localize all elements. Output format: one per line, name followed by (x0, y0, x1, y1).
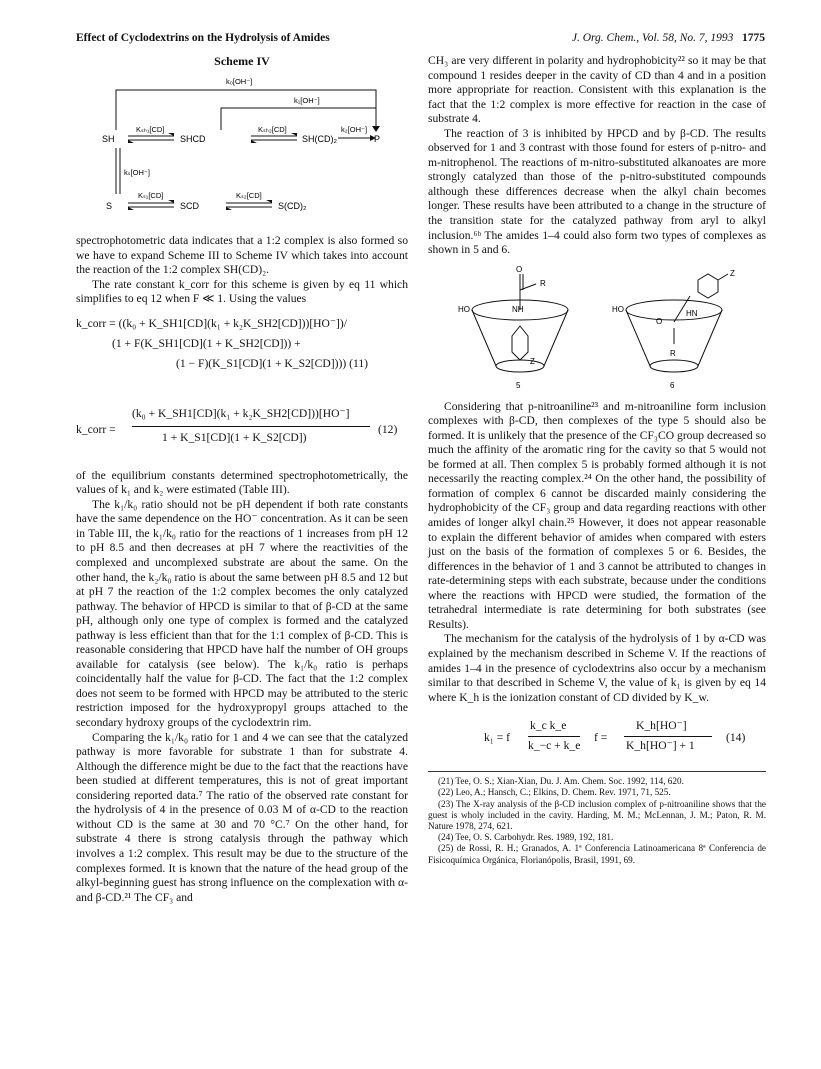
running-header-journal (572, 32, 765, 44)
eq11-line2: (1 + F(K_SH1[CD](1 + K_SH2[CD])) + (112, 336, 301, 350)
label-ksh2: Kₛₕ₂[CD] (258, 125, 287, 134)
reference-item: (25) de Rossi, R. H.; Granados, A. 1ª Conferencia Latinoamericana 8ª Conferencia de Fisicoquímica Orgánica, Florianópolis, Brasil, 1991, 69. (428, 843, 766, 865)
species-scd: SCD (180, 201, 200, 211)
hydroxyl-label: HO (458, 304, 470, 314)
eq11-line3: (1 − F)(K_S1[CD](1 + K_S2[CD]))) (11) (176, 356, 369, 370)
label-k1: k₁[OH⁻] (294, 96, 320, 105)
z-group-label: Z (730, 268, 735, 278)
right-column (428, 54, 766, 866)
hn-label: HN (686, 308, 698, 318)
scheme-title: Scheme IV (214, 54, 270, 68)
species-scd2: S(CD)₂ (278, 201, 307, 211)
species-shcd: SHCD (180, 134, 206, 144)
eq12-denominator: 1 + K_S1[CD](1 + K_S2[CD]) (162, 430, 307, 444)
paragraph: of the equilibrium constants determined spectrophotometrically, the values of k₁ and k₂ were estimated (Table III). (76, 468, 408, 497)
nh-label: NH (512, 304, 524, 314)
reference-item: (24) Tee, O. S. Carbohydr. Res. 1989, 192, 181. (438, 832, 614, 843)
eq12-numerator: (k₀ + K_SH1[CD](k₁ + k₂K_SH2[CD]))[HO⁻] (132, 406, 350, 420)
page-number: 1775 (742, 32, 765, 44)
label-k0: k₀[OH⁻] (226, 77, 253, 86)
label-ks1: Kₛ₁[CD] (138, 191, 164, 200)
paragraph: The mechanism for the catalysis of the hydrolysis of 1 by α-CD was explained by the mechanism described in Scheme V. If the reactions of amides 1–4 in the presence of cyclodextrins also occur by a mechanism similar to that described in Scheme V, the value of k₁ is given by eq 14 where K_h is the ionization constant of CD divided by K_w. (428, 632, 766, 704)
complex-5-6-drawing (428, 266, 766, 394)
label-ks2: Kₛ₂[CD] (236, 191, 262, 200)
species-p: P (374, 134, 381, 144)
paragraph: spectrophotometric data indicates that a 1:2 complex is also formed so we have to expand Scheme III to Scheme IV which takes into account the reaction of the 1:2 complex SH(CD)₂. (76, 234, 408, 277)
paragraph: The reaction of 3 is inhibited by HPCD and by β-CD. The results observed for 1 and 3 contrast with those found for esters of p-nitro- and m-nitrophenol. The reactions of m-nitro-substituted alkanoates are more strongly catalyzed than those of the p-nitro-substituted compounds although these differences decrease when the alkyl chain becomes longer. These results have been attributed to a change in the structure of the transition state for the catalyzed pathway from aryl to alkyl inclusion.⁶ᵇ The amides 1–4 could also form two types of complexes as shown in 5 and 6. (428, 126, 766, 257)
compound-5-label: 5 (516, 380, 521, 390)
eq14-f: f = (594, 731, 608, 745)
eq14-num2: K_h[HO⁻] (636, 719, 687, 733)
carbonyl-o-label: O (516, 265, 523, 274)
eq14-k1: k₁ = f (484, 731, 511, 745)
eq14-den1: k_−c + k_e (528, 739, 581, 753)
eq14-den2: K_h[HO⁻] + 1 (626, 739, 695, 753)
reference-item: (22) Leo, A.; Hansch, C.; Elkins, D. Chem. Rev. 1971, 71, 525. (438, 787, 671, 798)
equation-12 (76, 405, 408, 459)
z-group-label: Z (530, 356, 535, 366)
eq12-lhs: k_corr = (76, 422, 116, 436)
species-shcd2: SH(CD)₂ (302, 134, 337, 144)
reference-item: (21) Tee, O. S.; Xian-Xian, Du. J. Am. Chem. Soc. 1992, 114, 620. (438, 776, 684, 787)
label-k2: k₂[OH⁻] (341, 125, 368, 134)
scheme-diagram (76, 70, 408, 230)
eq12-fraction-bar (132, 426, 370, 427)
species-sh: SH (102, 134, 115, 144)
paragraph: CH₃ are very different in polarity and hydrophobicity²² so it may be that compound 1 resides deeper in the cavity of CD than 4 and in a position more appropriate for reaction. Consistent with this explanation is the fact that the 1:2 complex is more effective for reaction in the case of substrate 4. (428, 54, 766, 126)
left-column (76, 54, 408, 905)
r-group-label: R (670, 348, 676, 358)
eq12-number: (12) (378, 422, 398, 436)
footnote-references (428, 771, 766, 866)
journal-citation: J. Org. Chem., Vol. 58, No. 7, 1993 (571, 32, 734, 44)
complex-structures-figure (428, 266, 766, 394)
eq11-line1: k_corr = ((k₀ + K_SH1[CD](k₁ + k₂K_SH2[CD]))[HO⁻])/ (76, 316, 347, 330)
hydroxyl-label: HO (612, 304, 624, 314)
eq14-number: (14) (726, 731, 746, 745)
scheme-iv (76, 54, 408, 230)
eq14-num1: k_c k_e (530, 719, 567, 733)
running-header-title: Effect of Cyclodextrins on the Hydrolysis of Amides (76, 32, 330, 44)
paragraph: The k₁/k₀ ratio should not be pH dependent if both rate constants have the same dependence on the HO⁻ concentration. As it can be seen in Table III, the k₁/k₀ ratio for the reactions of 1 increases from pH 12 to pH 8.5 and then decreases at pH 7 where the reactivities of the complexed and uncomplexed substrate are about the same. On the other hand, the k₂/k₀ ratio is about the same between pH 8.5 and 12 but at pH 7 the reaction of the 1:2 complex becomes the only catalyzed pathway. The behavior of HPCD is similar to that of β-CD at the same pH, although only one type of complex is formed and the catalyzed pathway is less efficient than that for the 1:1 complex of β-CD. This is reasonable considering that HPCD have half the number of OH groups available for catalysis (see below). The k₁/k₀ ratio is perhaps coincidentally half the value for β-CD. The fact that the 1:2 complex does not seem to be formed with HPCD may be attributed to the steric restriction imposed for the hydroxypropyl groups attached to the secondary hydroxy groups of the cyclodextrin rim. (76, 497, 408, 730)
species-s: S (106, 201, 113, 211)
label-ks: kₛ[OH⁻] (124, 168, 150, 177)
equation-14 (428, 715, 766, 763)
compound-6-label: 6 (670, 380, 675, 390)
paragraph: Considering that p-nitroaniline²³ and m-nitroaniline form inclusion complexes with β-CD, then complexes of the type 5 should also be formed. It is unlikely that the presence of the CF₃CO group decreased so much the affinity of the aromatic ring for the cavity so that 5 would not be formed at all. Then complex 5 is probably formed although it is not necessarily the reacting complex.²⁴ On the other hand, the possibility of formation of complex 6 cannot be discarded mainly considering the hydrophobicity of the CF₃ group and data regarding reactions with other amides of longer alkyl chain.²⁵ However, it does not appear reasonable to explain the different behavior of amides when compared with esters just on the basis of the formation of complexes 5 or 6. Besides, the differences in the behavior of 1 and 3 cannot be attributed to changes in rate-determining steps with each substrate, because under the conditions where the reactions with HPCD were studied, the formation of the tetrahedral intermediate is rate determining for both substrates (see Results). (428, 399, 766, 631)
carbonyl-o-label: O (656, 316, 663, 326)
eq14-bar2 (624, 736, 712, 737)
reference-item: (23) The X-ray analysis of the β-CD inclusion complex of p-nitroaniline shows that the guest is wholy included in the cavity. Harding, M. M.; McLennan, J. M.; Paton, R. M. Nature 1978, 274, 621. (428, 798, 766, 831)
paragraph: Comparing the k₁/k₀ ratio for 1 and 4 we can see that the catalyzed pathway is more favorable for substrate 1 than for substrate 4. Although the difference might be due to the fact that the reactions have been studied at different temperatures, this is not of great important considering reported data.⁷ The ratio of the observed rate constant for the hydrolysis of 4 in the presence of 0.03 M of α-CD to the reaction without CD is the same at 30 and 70 °C.⁷ On the other hand, for substrate 4 there is strong catalysis through the pathway which involves a 1:2 complex. This result may be due to the structure of the complexes formed. It is known that the nature of the head group of the alkyl-beginning guest has strong influence on the complexation with α- and β-CD.²¹ The CF₃ and (76, 730, 408, 904)
eq14-bar1 (528, 736, 580, 737)
equation-11 (76, 307, 408, 391)
label-ksh1: Kₛₕ₁[CD] (136, 125, 165, 134)
paragraph: The rate constant k_corr for this scheme is given by eq 11 which simplifies to eq 12 when F ≪ 1. Using the values (76, 277, 408, 306)
r-group-label: R (540, 278, 546, 288)
